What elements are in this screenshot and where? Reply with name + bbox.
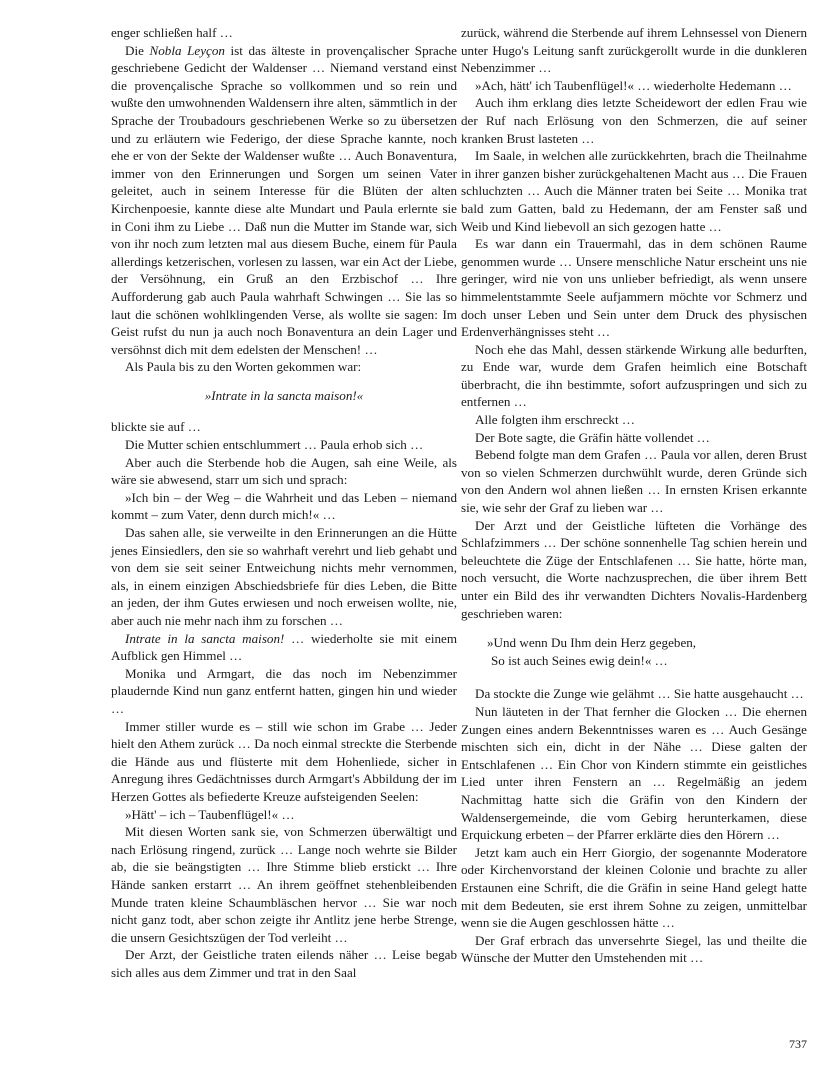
paragraph: Mit diesen Worten sank sie, von Schmerzen überwältigt und nach Erlösung ringend, zurück … Lange noch wehrte sie Bilder ab, die sie beängstigten … Ihre Stimme blieb erstickt … Ihre Hände sanken erstarrt … An ihrem geöffnet stehenbleibenden Munde traten kleine Schaumbläschen hervor … Sie war noch nicht ganz todt, aber schon zeigte ihr Antlitz jene herbe Strenge, die unsern Gesichtszügen der Tod verleiht … — [111, 824, 457, 945]
paragraph: Im Saale, in welchen alle zurückkehrten, brach die Theilnahme in ihrer ganzen bisher zurückgehaltenen Macht aus … Die Frauen schluchzten … Auch die Männer traten bei Seite … Monika trat bald zum Gatten, bald zu Hedemann, der am Fenster saß und Weib und Kind liebevoll an sich gezogen hatte … — [461, 148, 807, 234]
paragraph: Das sahen alle, sie verweilte in den Erinnerungen an die Hütte jenes Einsiedlers, den sie so wahrhaft verehrt und lieb gehabt und von dem sie seit seiner Entweichung nichts mehr vernommen, als, in einem einzigen Abschiedsbriefe für dies Leben, die Bitte an jeden, der ihm Gutes erwiesen und noch erweisen wollte, nie, aber auch nie mehr nach ihm zu forschen … — [111, 525, 457, 628]
paragraph: Der Bote sagte, die Gräfin hätte vollendet … — [475, 429, 710, 445]
paragraph: Auch ihm erklang dies letzte Scheidewort der edlen Frau wie der Ruf nach Erlösung von den Schmerzen, die auf seiner kranken Brust lasteten … — [461, 95, 807, 146]
poem-title: Nobla Leyçon — [149, 42, 225, 58]
paragraph: Da stockte die Zunge wie gelähmt … Sie hatte ausgehaucht … — [475, 686, 804, 702]
verse-line: So ist auch Seines ewig dein!« … — [491, 652, 668, 668]
paragraph: Es war dann ein Trauermahl, das in dem schönen Raume genommen wurde … Unsere menschliche Natur erscheint uns nie geringer, wird nie von uns unlieber befriedigt, als wenn unsere himmelentstammte Seele aufjammern möchte vor Schmerz und doch unser Leben und Sein unter dem Druck des physischen Erdenverhängnisses steht … — [461, 236, 807, 340]
text-run: ist das älteste in provençalischer Sprache geschriebene Gedicht der Waldenser … Niemand verstand einst die provençalische Sprache so vollkommen und so rein und wußte den umwohnenden Waldensern ihre alten, sämmtlich in der Sprache der Troubadours geschriebenen Werke so zu übersetzen und zu erläutern wie Federigo, der diese Sprache kannte, noch ehe er von der Sekte der Waldenser wußte … Auch Bonaventura, immer von den Erinnerungen und Sorgen um seinen Vater geleitet, auch in seinem Interesse für die Blüten der alten Kirchenpoesie, kannte diese alte Mundart und Paula erlernte sie in Coni ihm zu Liebe … Daß nun die Mutter im Stande war, sich von ihr noch zum letzten mal aus diesem Buche, einem für Paula allerdings ketzerischen, vorlesen zu lassen, war ein Act der Liebe, der Versöhnung, ein Gruß an den Erzbischof … Ihre Aufforderung gab auch Paula wahrhaft Schwingen … Sie las so laut die schönen wohlklingenden Verse, als wollte sie sagen: Im Geist rufst du nun ja auch noch Bonaventura an dein Lager und versöhnst dich mit dem edelsten der Menschen! … — [111, 42, 457, 357]
paragraph: zurück, während die Sterbende auf ihrem Lehnsessel von Dienern unter Hugo's Leitung sanft zurückgerollt wurde in die dunkleren Nebenzimmer … — [461, 25, 807, 76]
italic-quote: Intrate in la sancta maison! — [125, 630, 285, 646]
paragraph: Aber auch die Sterbende hob die Augen, sah eine Weile, als wäre sie abwesend, starr um sich und sprach: — [111, 454, 457, 488]
paragraph: Der Arzt und der Geistliche lüfteten die Vorhänge des Schlafzimmers … Der schöne sonnenhelle Tag schien herein und beleuchtete die Züge der Entschlafenen … Sie hatte, hörte man, noch versucht, die Worte nachzusprechen, die über ihrem Bett unter ein Bild des ihr verwandten Dichters Novalis-Hardenberg geschrieben waren: — [461, 517, 807, 621]
paragraph: Der Graf erbrach das unversehrte Siegel, las und theilte die Wünsche der Mutter den Umstehenden mit … — [461, 932, 807, 966]
paragraph: Die Mutter schien entschlummert … Paula erhob sich … — [125, 437, 424, 453]
paragraph: Nun läuteten in der That fernher die Glocken … Die ehernen Zungen eines andern Bekenntnisses waren es … Auch Gesänge mischten sich ein, dicht in der Nähe … Diese galten der Entschlafenen … Ein Chor von Kindern stimmte ein geistliches Lied unter ihren Fenstern an … Regelmäßig an jedem Nachmittag hatte sich die Gräfin von den Kindern der Waldensergemeinde, die vom Gebirg herunterkamen, diese Erquickung erbeten – der Pfarrer erklärte dies den Hörern … — [461, 703, 807, 843]
paragraph: enger schließen half … — [111, 25, 233, 40]
paragraph — [111, 42, 457, 359]
paragraph: blickte sie auf … — [111, 419, 201, 435]
paragraph: Immer stiller wurde es – still wie schon im Grabe … Jeder hielt den Athem zurück … Da noch einmal streckte die Sterbende die Hände aus und flüsterte mit dem Hohenliede, sicher in Anregung ihres Gedächtnisses durch Armgart's Abbildung der im Herzen Gottes als befiederte Kreuze aufsteigenden Seelen: — [111, 718, 457, 804]
page-number: 737 — [789, 1037, 807, 1051]
paragraph — [111, 630, 457, 665]
paragraph: Jetzt kam auch ein Herr Giorgio, der sogenannte Moderatore oder Kirchenvorstand der kleinen Colonie und brachte zu aller Erstaunen eine Schrift, die die Gräfin in seine Hand gelegt hatte mit dem Bedeuten, sie erst ihrem Sohne zu zeigen, unmittelbar wenn sie die Augen geschlossen hätte … — [461, 844, 807, 931]
verse-line: »Und wenn Du Ihm dein Herz gegeben, — [487, 635, 697, 651]
paragraph: Noch ehe das Mahl, dessen stärkende Wirkung alle bedurften, zu Ende war, wurde dem Grafen heimlich eine Botschaft überbracht, die ihn bestimmte, sofort aufzuspringen und sich zu entfernen … — [461, 341, 807, 410]
paragraph: Alle folgten ihm erschreckt … — [475, 412, 635, 428]
paragraph: Monika und Armgart, die das noch im Nebenzimmer plaudernde Kind nun ganz entfernt hatten, gingen hin und wieder … — [111, 665, 457, 716]
paragraph: »Hätt' – ich – Taubenflügel!« … — [125, 806, 295, 822]
paragraph: Der Arzt, der Geistliche traten eilends näher … Leise begab sich alles aus dem Zimmer und trat in den Saal — [111, 947, 457, 980]
paragraph: »Ach, hätt' ich Taubenflügel!« … wiederholte Hedemann … — [475, 77, 792, 93]
left-column — [111, 24, 457, 981]
quoted-verse: »Intrate in la sancta maison!« — [204, 387, 364, 403]
paragraph: Als Paula bis zu den Worten gekommen war: — [125, 359, 362, 375]
right-column — [461, 24, 807, 967]
paragraph: Bebend folgte man dem Grafen … Paula vor allen, deren Brust von so vielen Schmerzen durchwühlt wurde, deren Gründe sich von den Andern wol ahnen ließen … In ernsten Krisen erkannte sie, wie sehr der Graf zu lieben war … — [461, 447, 807, 516]
text-run: Die — [125, 42, 150, 58]
paragraph: »Ich bin – der Weg – die Wahrheit und das Leben – niemand kommt – zum Vater, denn durch mich!« … — [111, 489, 457, 523]
text-run: … wiederholte sie mit einem Aufblick gen Himmel … — [111, 630, 458, 664]
